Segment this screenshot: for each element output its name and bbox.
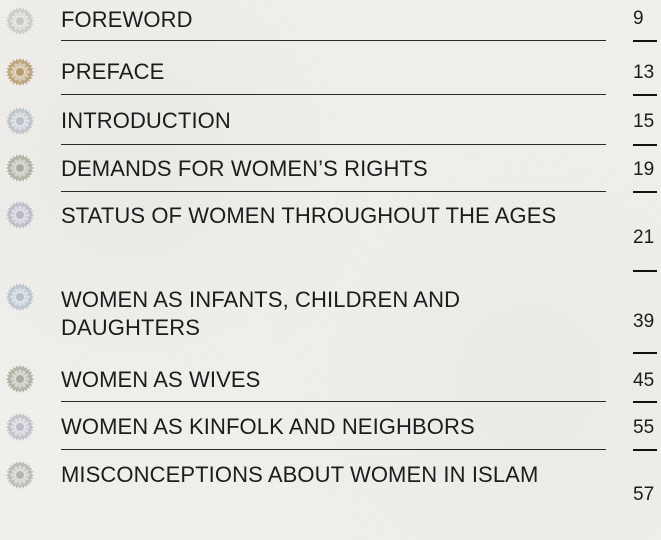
toc-entry-title[interactable]: MISCONCEPTIONS ABOUT WOMEN IN ISLAM — [61, 462, 539, 487]
page-number-rule — [633, 40, 657, 42]
page-number-rule — [633, 94, 657, 96]
toc-page-number[interactable]: 19 — [633, 159, 655, 180]
toc-divider — [61, 449, 606, 450]
toc-page-number[interactable]: 39 — [633, 311, 655, 332]
toc-page-number[interactable]: 15 — [633, 111, 655, 132]
toc-entry-title[interactable]: DEMANDS FOR WOMEN’S RIGHTS — [61, 156, 428, 181]
toc-entry-title[interactable]: FOREWORD — [61, 7, 193, 32]
toc-entry-title[interactable]: INTRODUCTION — [61, 108, 231, 133]
toc-page-number[interactable]: 13 — [633, 62, 655, 83]
toc-entry-title[interactable]: WOMEN AS WIVES — [61, 367, 261, 392]
ornament-icon — [5, 282, 35, 312]
toc-page-number[interactable]: 45 — [633, 370, 655, 391]
page-number-rule — [633, 144, 657, 146]
toc-divider — [61, 191, 606, 192]
toc-page-number[interactable]: 21 — [633, 227, 655, 248]
toc-entry-title[interactable]: STATUS OF WOMEN THROUGHOUT THE AGES — [61, 203, 557, 228]
ornament-icon — [5, 200, 35, 230]
toc-page-number[interactable]: 55 — [633, 417, 655, 438]
toc-divider — [61, 40, 606, 41]
ornament-icon — [5, 153, 35, 183]
toc-entry-title[interactable]: WOMEN AS INFANTS, CHILDREN AND DAUGHTERS — [61, 287, 461, 340]
toc-divider — [61, 144, 606, 145]
toc-page-number[interactable]: 9 — [633, 8, 644, 29]
ornament-icon — [5, 6, 35, 36]
page-number-rule — [633, 449, 657, 451]
ornament-icon — [5, 460, 35, 490]
toc-divider — [61, 401, 606, 402]
page-number-rule — [633, 401, 657, 403]
ornament-icon — [5, 364, 35, 394]
ornament-icon — [5, 412, 35, 442]
page-number-rule — [633, 270, 657, 272]
ornament-icon — [5, 106, 35, 136]
toc-entry-title[interactable]: PREFACE — [61, 59, 165, 84]
toc-entry-title[interactable]: WOMEN AS KINFOLK AND NEIGHBORS — [61, 414, 475, 439]
toc-divider — [61, 94, 606, 95]
ornament-icon — [5, 57, 35, 87]
page-number-rule — [633, 191, 657, 193]
toc-page-number[interactable]: 57 — [633, 484, 655, 505]
page-number-rule — [633, 352, 657, 354]
